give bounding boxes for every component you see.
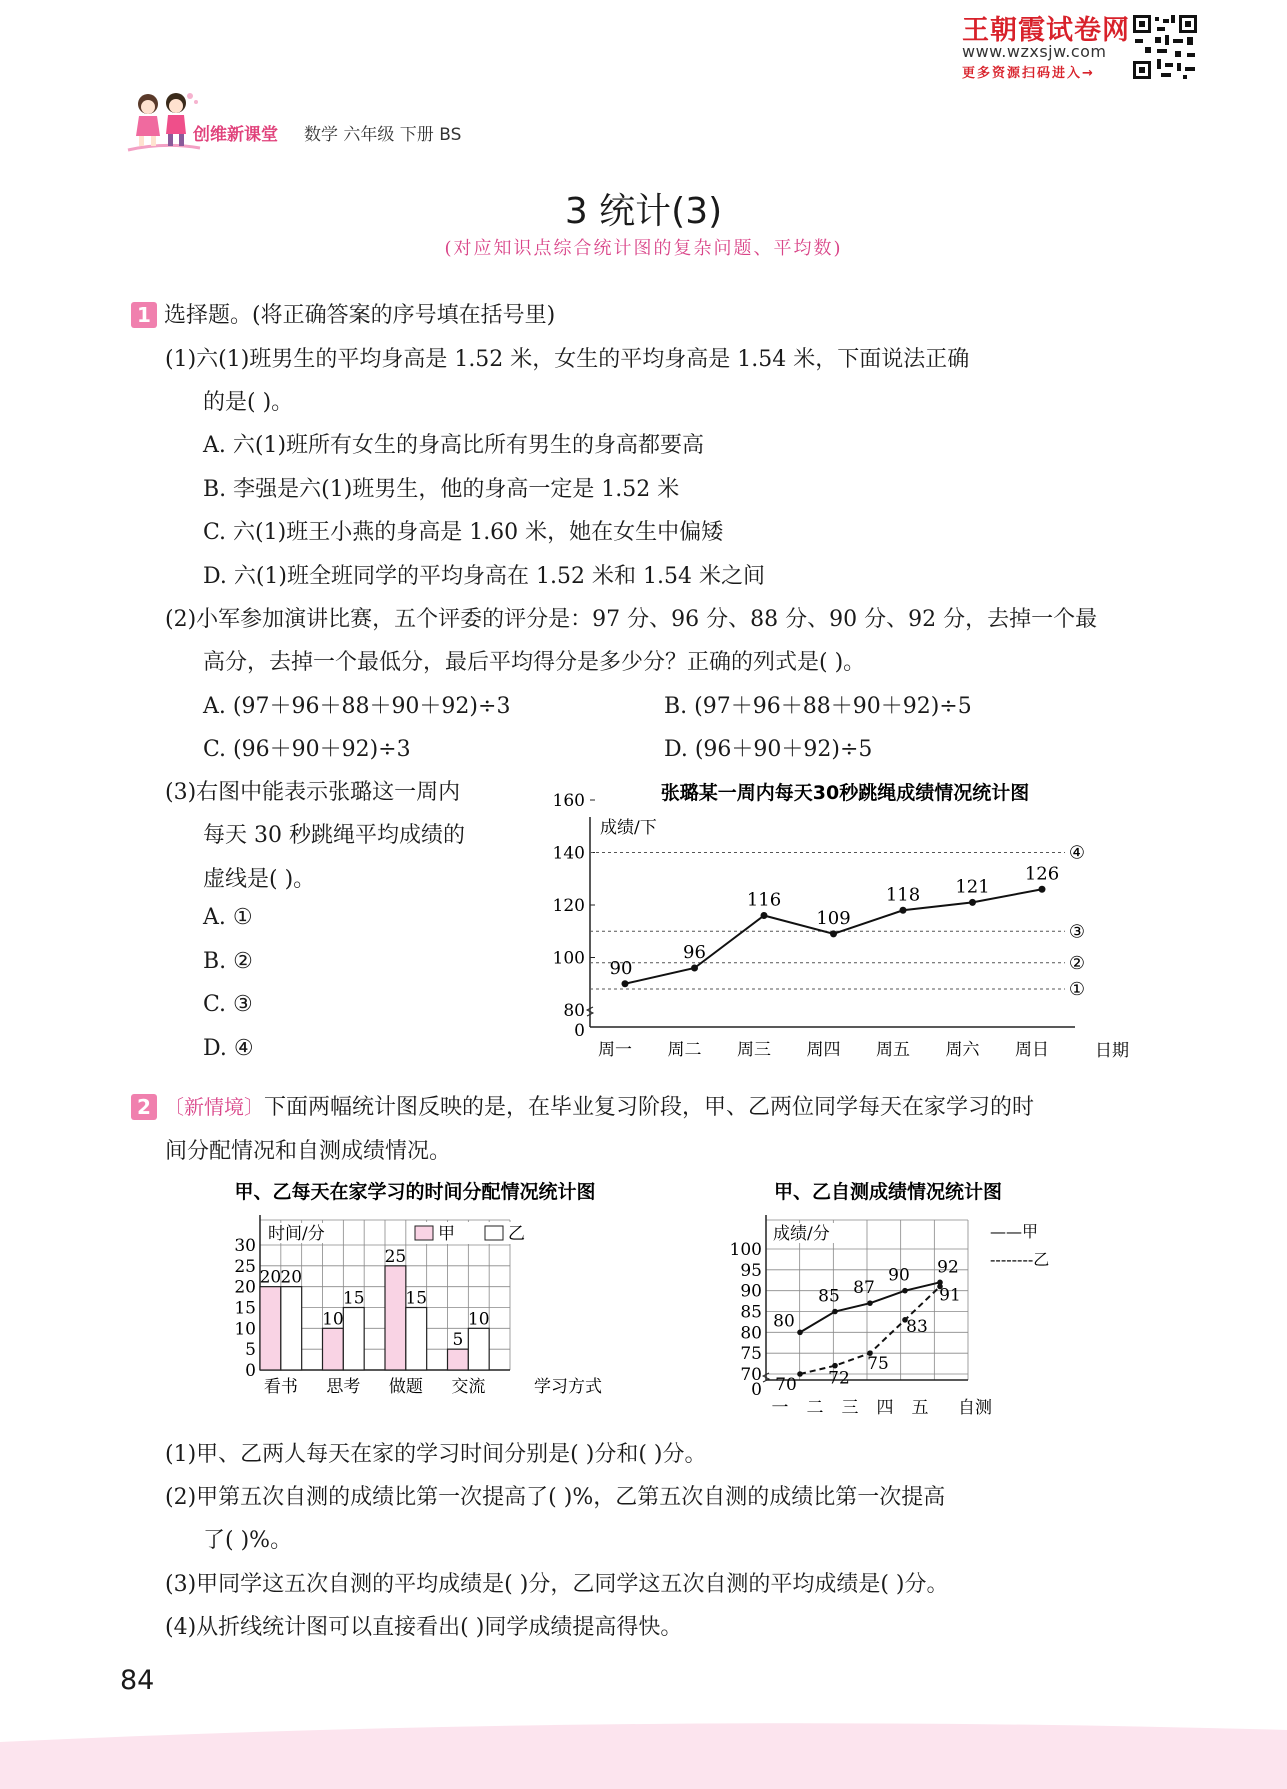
chart1-point-5 [900,907,907,914]
q1-p2-option-b: B. (97＋96＋88＋90＋92)÷5 [664,694,972,719]
chart3-value-label-甲-5: 92 [937,1257,959,1278]
chart1-xtick-4: 周四 [806,1040,841,1060]
chart1-ytick-100: 100 [552,948,585,969]
q2-tag: 〔新情境〕 [164,1095,264,1119]
chart3-value-label-乙-5: 91 [939,1285,961,1306]
chart3-ytick-0: 0 [751,1380,762,1400]
chart2-bar-label-甲-1: 20 [259,1267,282,1288]
q1-p2-option-a: A. (97＋96＋88＋90＋92)÷3 [203,694,511,719]
series-name: 创维新课堂 [193,125,278,145]
chart1-xtick-6: 周六 [945,1040,980,1060]
q2-intro-line2: 间分配情况和自测成绩情况。 [165,1139,452,1164]
chart2-bar-乙-1 [281,1287,302,1370]
chart2-bar-label-乙-2: 15 [342,1288,365,1309]
chart2-xtick-3: 做题 [388,1377,423,1397]
jump-rope-line-chart [540,775,1140,1061]
chart1-ref-label-3: ③ [1068,921,1086,943]
chart1-value-label-1: 90 [609,957,633,979]
chart3-value-label-乙-3: 75 [867,1354,889,1375]
brand-tag: 更多资源扫码进入→ [962,66,1095,81]
chart1-point-1 [622,980,629,987]
chart1-title: 张璐某一周内每天30秒跳绳成绩情况统计图 [660,782,1030,804]
q1-number-badge: 1 [131,302,157,328]
chart2-ylabel: 时间/分 [268,1224,325,1244]
chart3-point-甲-4 [902,1288,908,1294]
chart3-xtick-5: 五 [911,1398,929,1418]
chart1-point-2 [691,965,698,972]
chart3-point-甲-2 [832,1309,838,1315]
q1-header [131,298,555,329]
chart3-value-label-甲-1: 80 [773,1311,795,1332]
chart1-point-4 [830,930,837,937]
chart2-xlabel: 学习方式 [534,1377,602,1397]
chart3-value-label-甲-4: 90 [888,1265,910,1286]
chart3-value-label-乙-2: 72 [828,1368,850,1389]
chart1-axis-break [587,1007,593,1016]
chart1-xtick-5: 周五 [876,1040,910,1060]
q1-p1-option-b: B. 李强是六(1)班男生，他的身高一定是 1.52 米 [203,477,680,502]
chart3-point-甲-1 [797,1330,803,1336]
q1-p1-option-c: C. 六(1)班王小燕的身高是 1.60 米，她在女生中偏矮 [203,520,724,545]
q1-p3-line2: 每天 30 秒跳绳平均成绩的 [203,823,465,848]
chart2-bar-label-乙-3: 15 [405,1288,428,1309]
q1-p2-option-d: D. (96＋90＋92)÷5 [664,737,873,762]
mascot-kids-icon [124,88,204,160]
chart3-ytick-100: 100 [729,1240,762,1260]
chart3-legend-yi: --------乙 [990,1250,1050,1269]
chapter-subtitle: (对应知识点综合统计图的复杂问题、平均数) [444,238,843,259]
chart1-ytick-80: 80 [563,1001,585,1021]
q2-number-badge: 2 [131,1094,157,1120]
q2-s1[interactable]: (1)甲、乙两人每天在家的学习时间分别是( )分和( )分。 [165,1442,707,1467]
chart2-bar-label-甲-4: 5 [452,1330,464,1351]
page-number: 84 [120,1665,155,1696]
chart2-xtick-2: 思考 [326,1377,361,1397]
chart2-ytick-25: 25 [234,1256,256,1277]
chart2-bar-甲-4 [448,1349,469,1370]
chart3-point-甲-3 [867,1300,873,1306]
chart1-xlabel: 日期 [1095,1041,1129,1061]
chapter-title: 3 统计(3) [564,191,723,232]
chart1-value-label-4: 109 [816,907,851,929]
q1-p1-option-a: A. 六(1)班所有女生的身高比所有男生的身高都要高 [203,433,705,458]
q1-p1-line1: (1)六(1)班男生的平均身高是 1.52 米，女生的平均身高是 1.54 米，下面说法正确 [165,347,970,372]
q2-s2-line1[interactable]: (2)甲第五次自测的成绩比第一次提高了( )%，乙第五次自测的成绩比第一次提高 [165,1485,946,1510]
chart3-ytick-90: 90 [740,1281,762,1302]
chart2-ytick-30: 30 [234,1236,256,1256]
chart1-ylabel: 成绩/下 [600,818,657,838]
chart2-bar-甲-2 [323,1328,344,1370]
chart3-value-label-乙-4: 83 [906,1316,928,1337]
chart1-point-7 [1039,886,1046,893]
chart3-value-label-甲-2: 85 [818,1286,840,1307]
chart3-xtick-1: 一 [771,1398,789,1418]
chart1-ref-label-2: ② [1068,952,1086,974]
chart3-value-label-乙-1: 70 [775,1375,797,1395]
chart1-ref-label-4: ④ [1068,842,1086,864]
chart1-point-3 [761,912,768,919]
self-test-line-chart [720,1175,1080,1425]
chart1-ytick-120: 120 [552,896,585,916]
chart1-xtick-3: 周三 [737,1040,771,1060]
chart1-value-label-2: 96 [683,942,706,963]
chart2-bar-甲-3 [385,1266,406,1370]
chart1-value-label-5: 118 [885,884,921,906]
chart3-ytick-95: 95 [740,1260,762,1281]
chart2-ytick-20: 20 [234,1277,256,1298]
q1-p3-option-a: A. ① [203,905,253,930]
chart3-ytick-80: 80 [740,1323,762,1344]
q1-p3-option-b: B. ② [203,949,253,974]
chart1-ytick-160: 160 [552,791,585,811]
chart2-bar-label-甲-2: 10 [322,1309,344,1330]
chart3-ylabel: 成绩/分 [773,1224,830,1244]
chart1-ref-label-1: ① [1068,979,1086,1000]
chart3-value-label-甲-3: 87 [853,1278,875,1299]
chart2-legend-label-乙: 乙 [508,1224,525,1244]
chart2-bar-甲-1 [260,1287,281,1370]
chart2-legend-label-甲: 甲 [438,1224,455,1244]
chart3-point-乙-1 [797,1371,803,1377]
chart3-ytick-75: 75 [740,1344,762,1365]
q2-intro-line1: 下面两幅统计图反映的是，在毕业复习阶段，甲、乙两位同学每天在家学习的时 [264,1095,1035,1120]
brand-url[interactable]: www.wzxsjw.com [962,42,1107,61]
chart3-ytick-70: 70 [740,1365,762,1385]
q1-prompt: 选择题。(将正确答案的序号填在括号里) [164,303,556,328]
chart2-legend-swatch-乙 [485,1226,503,1240]
q1-p3-line3[interactable]: 虚线是( )。 [203,867,316,892]
q1-p2-line1: (2)小军参加演讲比赛，五个评委的评分是：97 分、96 分、88 分、90 分、92 分，去掉一个最 [165,607,1098,632]
chart1-xtick-2: 周二 [667,1040,702,1060]
q1-p3-line1: (3)右图中能表示张璐这一周内 [165,780,461,805]
qr-code-icon[interactable] [1131,13,1199,81]
chart3-xtick-3: 三 [841,1398,859,1418]
study-time-bar-chart [200,1175,640,1410]
chart2-ytick-0: 0 [245,1361,256,1381]
chart2-bar-乙-2 [343,1308,364,1371]
q1-p3-option-d: D. ④ [203,1036,254,1061]
brand-title: 王朝霞试卷网 [962,15,1130,46]
chart3-legend-jia: ——甲 [990,1222,1039,1241]
chart2-title: 甲、乙每天在家学习的时间分配情况统计图 [234,1181,596,1203]
chart1-point-6 [969,899,976,906]
q2-s4[interactable]: (4)从折线统计图可以直接看出( )同学成绩提高得快。 [165,1615,683,1640]
chart1-ytick-140: 140 [552,843,585,864]
q2-s2-line2[interactable]: 了( )%。 [203,1528,293,1553]
chart2-ytick-5: 5 [245,1340,256,1361]
chart3-ytick-85: 85 [740,1302,762,1323]
q2-s3[interactable]: (3)甲同学这五次自测的平均成绩是( )分，乙同学这五次自测的平均成绩是( )分。 [165,1572,949,1597]
q2-header [131,1090,1034,1121]
chart2-bar-乙-4 [468,1328,489,1370]
chart3-xtick-2: 二 [806,1398,824,1418]
q1-p1-option-d: D. 六(1)班全班同学的平均身高在 1.52 米和 1.54 米之间 [203,564,765,589]
chart2-bar-label-乙-1: 20 [280,1267,303,1288]
q1-p2-line2[interactable]: 高分，去掉一个最低分，最后平均得分是多少分？正确的列式是( )。 [203,650,866,675]
chart1-xtick-7: 周日 [1015,1040,1049,1060]
footer-decoration [0,1712,1287,1789]
chart3-xlabel: 自测 [958,1398,992,1418]
book-info: 数学 六年级 下册 BS [304,125,462,145]
q1-p1-line2[interactable]: 的是( )。 [203,390,294,415]
chart1-value-label-6: 121 [955,876,990,898]
chart1-ytick-0: 0 [574,1021,585,1041]
chart2-xtick-4: 交流 [451,1377,486,1397]
chart2-bar-label-甲-3: 25 [384,1246,407,1267]
chart3-point-乙-2 [832,1363,838,1369]
q1-p3-option-c: C. ③ [203,992,253,1017]
chart2-xtick-1: 看书 [263,1377,298,1397]
chart2-ytick-10: 10 [234,1319,256,1340]
chart2-legend-swatch-甲 [415,1226,433,1240]
chart2-bar-label-乙-4: 10 [467,1309,490,1330]
chart1-xtick-1: 周一 [598,1040,632,1060]
chart2-bar-乙-3 [406,1308,427,1371]
chart3-xtick-4: 四 [876,1398,894,1418]
chart2-ytick-15: 15 [234,1298,256,1319]
q1-p2-option-c: C. (96＋90＋92)÷3 [203,737,411,762]
chart1-value-label-3: 116 [746,889,782,911]
chart3-title: 甲、乙自测成绩情况统计图 [773,1181,1003,1203]
chart1-value-label-7: 126 [1024,863,1060,885]
